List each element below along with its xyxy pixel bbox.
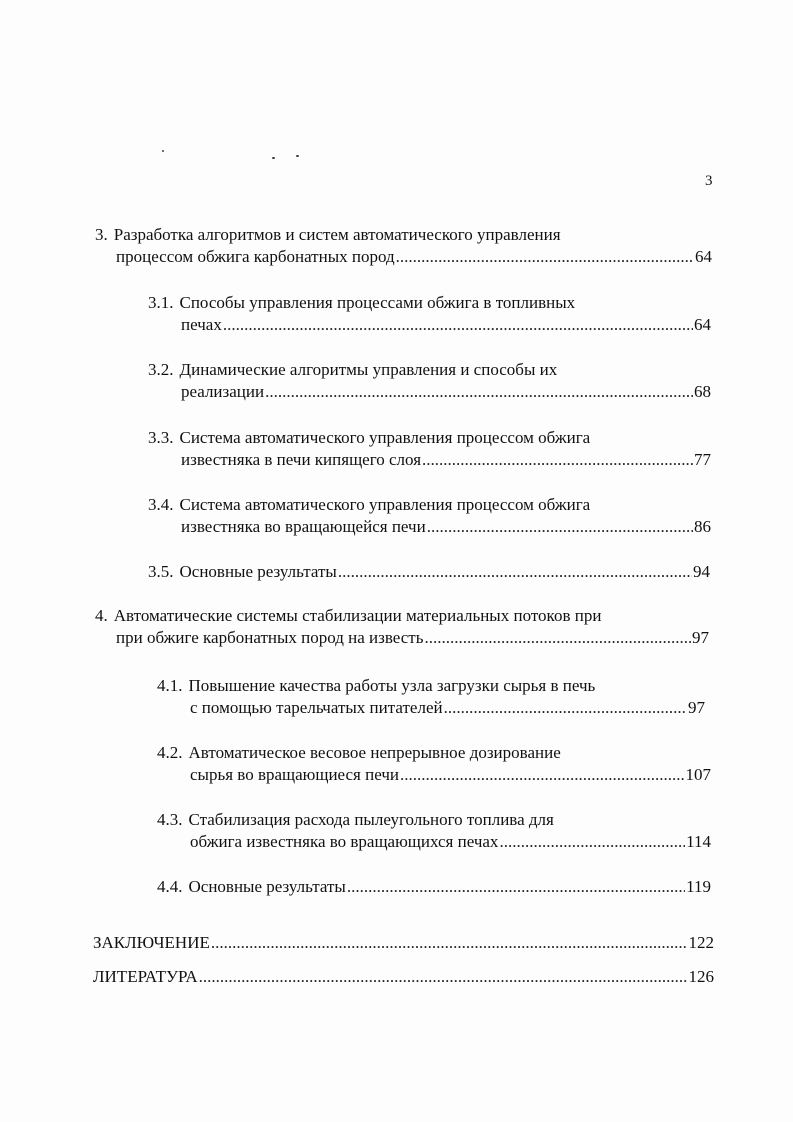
page-number: 3 [705,173,713,189]
toc-line [148,292,575,314]
toc-title: ЗАКЛЮЧЕНИЕ [93,933,210,952]
toc-page-number: 107 [685,765,711,784]
toc-number: 4.2. [157,743,183,762]
toc-number: 3.1. [148,293,174,312]
toc-title-continued: процессом обжига карбонатных пород [116,247,395,266]
toc-title-continued: сырья во вращающиеся печи [190,765,399,784]
toc-title-continued: с помощью тарельчатых питателей [190,698,443,717]
toc-line [157,742,561,764]
toc-line [116,627,709,649]
toc-page-number: 64 [695,247,712,266]
dot-leader [265,381,693,403]
toc-line [190,764,711,786]
toc-line [116,246,712,268]
toc-number: 3.5. [148,562,174,581]
toc-title-continued: реализации [181,382,265,401]
toc-title-continued: обжига известняка во вращающихся печах [190,832,499,851]
toc-title: Система автоматического управления процессом обжига [179,428,591,447]
toc-line [148,494,590,516]
toc-title: Разработка алгоритмов и систем автоматического управления [113,225,561,244]
toc-line [181,381,711,403]
toc-title: Основные результаты [179,562,337,581]
dot-leader [347,876,685,898]
dot-leader [223,314,693,336]
dot-leader [338,561,692,583]
toc-line [93,966,714,988]
dot-leader [211,932,688,954]
toc-page-number: 77 [694,450,711,469]
toc-number: 4.3. [157,810,183,829]
toc-title: Автоматическое весовое непрерывное дозирование [188,743,561,762]
toc-title: Автоматические системы стабилизации материальных потоков при [113,606,602,625]
dot-leader [422,449,693,471]
toc-page-number: 68 [694,382,711,401]
toc-line [93,932,714,954]
toc-title: ЛИТЕРАТУРА [93,967,198,986]
toc-line [190,831,711,853]
toc-page-number: 64 [694,315,711,334]
toc-title-continued: при обжиге карбонатных пород на известь [116,628,424,647]
dot-leader [400,764,685,786]
toc-page-number: 97 [688,698,705,717]
toc-line [181,449,711,471]
dot-leader [425,627,692,649]
scan-speck [272,157,275,159]
toc-line [157,675,595,697]
dot-leader [444,697,687,719]
dot-leader [427,516,693,538]
toc-title-continued: известняка во вращающейся печи [181,517,426,536]
toc-page-number: 97 [692,628,709,647]
toc-page-number: 86 [694,517,711,536]
toc-line [95,224,561,246]
toc-number: 3.4. [148,495,174,514]
toc-line [95,605,601,627]
toc-number: 4. [95,606,108,625]
toc-line [148,561,710,583]
toc-page-number: 122 [688,933,714,952]
toc-title: Динамические алгоритмы управления и способы их [179,360,558,379]
toc-title: Стабилизация расхода пылеугольного топлива для [188,810,554,829]
toc-line [181,314,711,336]
scan-speck [296,155,299,157]
toc-line [148,427,590,449]
toc-title: Основные результаты [188,877,346,896]
toc-page-number: 119 [686,877,711,896]
scan-speck [162,150,164,152]
toc-title: Повышение качества работы узла загрузки сырья в печь [188,676,596,695]
toc-number: 3.2. [148,360,174,379]
toc-number: 4.4. [157,877,183,896]
toc-line [157,876,711,898]
toc-number: 3. [95,225,108,244]
toc-title: Система автоматического управления процессом обжига [179,495,591,514]
toc-title: Способы управления процессами обжига в топливных [179,293,576,312]
dot-leader [396,246,694,268]
toc-line [190,697,705,719]
toc-line [181,516,711,538]
toc-page-number: 114 [686,832,711,851]
toc-title-continued: известняка в печи кипящего слоя [181,450,422,469]
toc-page-number: 94 [693,562,710,581]
toc-title-continued: печах [181,315,222,334]
dot-leader [199,966,688,988]
toc-number: 4.1. [157,676,183,695]
toc-line [148,359,557,381]
toc-page-number: 126 [688,967,714,986]
dot-leader [499,831,685,853]
toc-line [157,809,554,831]
toc-number: 3.3. [148,428,174,447]
